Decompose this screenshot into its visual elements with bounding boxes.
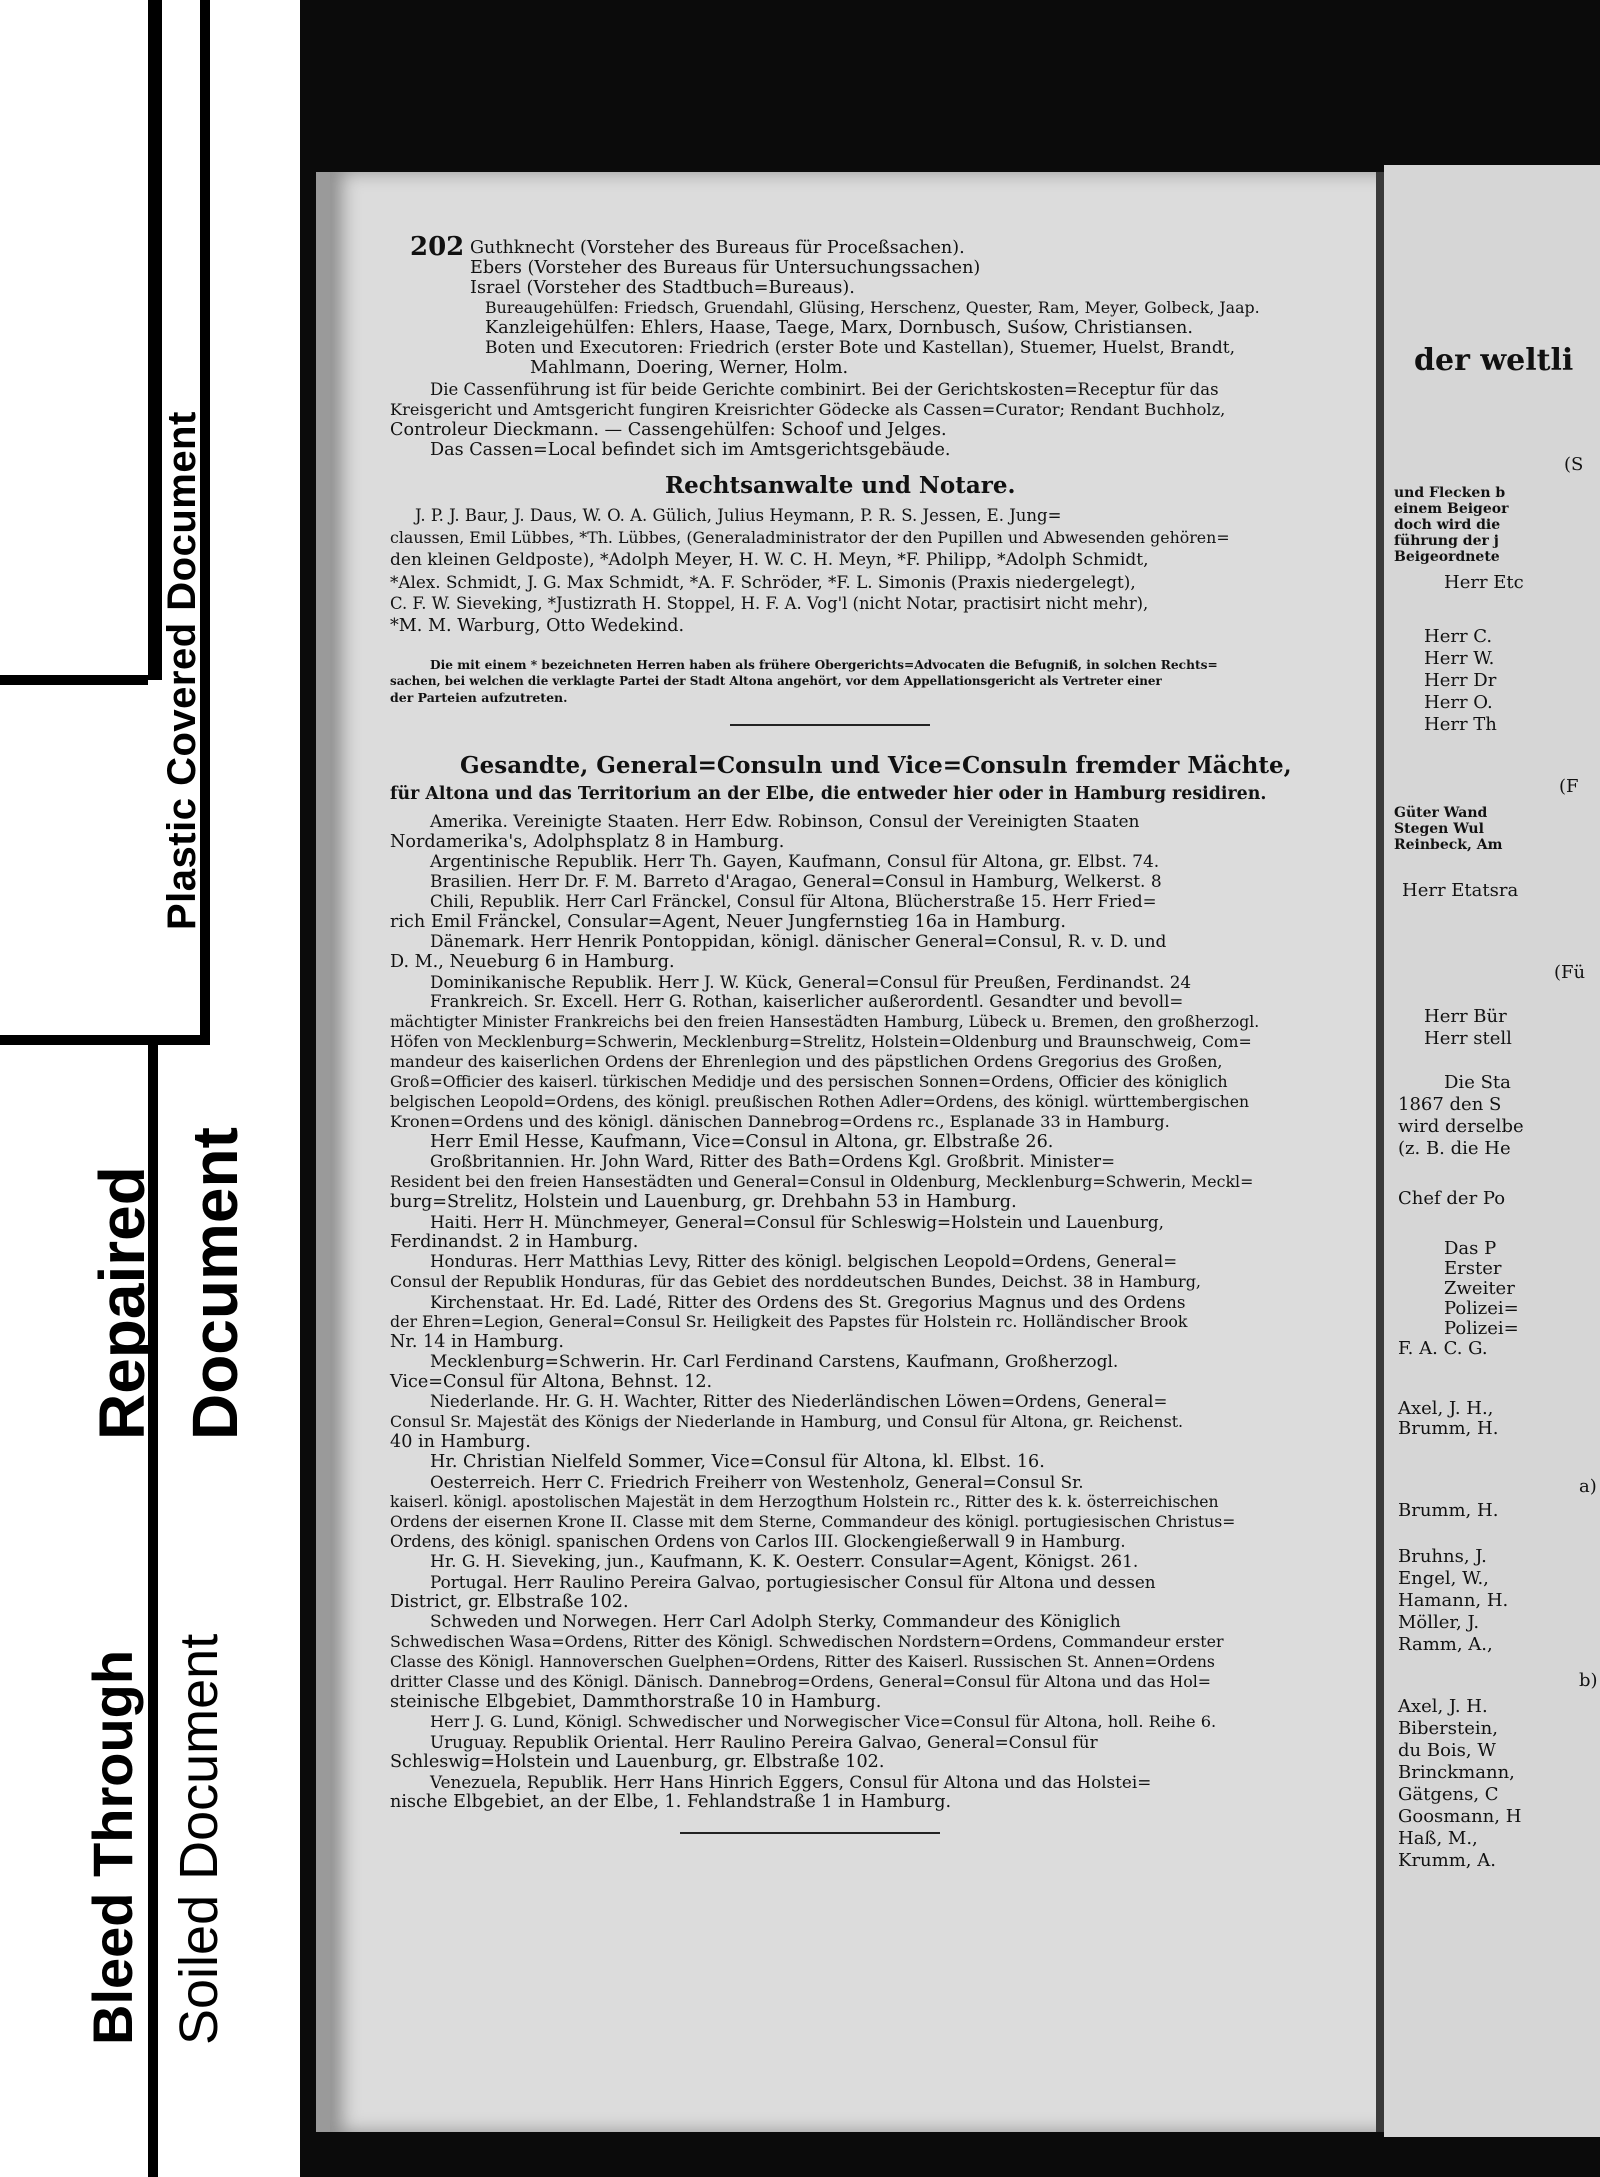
consul-line: Brasilien. Herr Dr. F. M. Barreto d'Aragao, General=Consul in Hamburg, Welkerst. 8	[430, 872, 1162, 892]
consul-line: Groß=Officier des kaiserl. türkischen Medidje und des persischen Sonnen=Ordens, Officier des königlich	[390, 1073, 1228, 1091]
facing-line: Möller, J.	[1398, 1612, 1480, 1633]
consul-line: Nr. 14 in Hamburg.	[390, 1332, 564, 1352]
text-line: Kanzleigehülfen: Ehlers, Haase, Taege, Marx, Dornbusch, Suśow, Christiansen.	[485, 318, 1193, 338]
facing-line: Engel, W.,	[1398, 1568, 1489, 1589]
document-page	[316, 172, 1390, 2132]
facing-line: 1867 den S	[1398, 1094, 1502, 1115]
facing-line: Herr stell	[1424, 1028, 1512, 1049]
facing-line: Chef der Po	[1398, 1188, 1506, 1209]
consul-line: Nordamerika's, Adolphsplatz 8 in Hamburg.	[390, 832, 785, 852]
consul-line: Resident bei den freien Hansestädten und General=Consul in Oldenburg, Mecklenburg=Schwerin, Meckl=	[390, 1172, 1254, 1191]
facing-page-heading: der weltli	[1414, 343, 1574, 378]
footnote-line: der Parteien aufzutreten.	[390, 690, 568, 705]
text-line: Die Cassenführung ist für beide Gerichte combinirt. Bei der Gerichtskosten=Receptur für das	[430, 380, 1219, 399]
consul-line: mandeur des kaiserlichen Ordens der Ehrenlegion und des päpstlichen Ordens Gregorius des Großen,	[390, 1052, 1223, 1071]
facing-line: (z. B. die He	[1398, 1138, 1511, 1159]
label-divider	[0, 675, 148, 685]
facing-line: Herr W.	[1424, 648, 1495, 669]
facing-line: Biberstein,	[1398, 1718, 1498, 1739]
text-line: Guthknecht (Vorsteher des Bureaus für Proceßsachen).	[470, 238, 965, 258]
consul-line: 40 in Hamburg.	[390, 1432, 531, 1452]
lawyer-line: claussen, Emil Lübbes, *Th. Lübbes, (Generaladministrator der den Pupillen und Abwesenden gehören=	[390, 528, 1230, 547]
facing-line: einem Beigeor	[1394, 501, 1509, 517]
consul-line: Großbritannien. Hr. John Ward, Ritter des Bath=Ordens Kgl. Großbrit. Minister=	[430, 1152, 1116, 1171]
footnote-line: sachen, bei welchen die verklagte Partei der Stadt Altona angehört, vor dem Appellationsgericht als Vertreter einer	[390, 674, 1162, 688]
facing-line: Beigeordnete	[1394, 549, 1500, 565]
facing-line: Krumm, A.	[1398, 1850, 1496, 1871]
consul-line: Kirchenstaat. Hr. Ed. Ladé, Ritter des Ordens des St. Gregorius Magnus und des Ordens	[430, 1292, 1186, 1312]
lawyer-line: J. P. J. Baur, J. Daus, W. O. A. Gülich, Julius Heymann, P. R. S. Jessen, E. Jung=	[415, 506, 1062, 525]
lawyer-line: *Alex. Schmidt, J. G. Max Schmidt, *A. F. Schröder, *F. L. Simonis (Praxis niedergelegt),	[390, 572, 1136, 592]
facing-line: Goosmann, H	[1398, 1806, 1522, 1827]
consul-line: Honduras. Herr Matthias Levy, Ritter des königl. belgischen Leopold=Ordens, General=	[430, 1252, 1178, 1271]
facing-line: Axel, J. H.,	[1398, 1398, 1494, 1419]
label-divider	[0, 1035, 210, 1045]
facing-line: Die Sta	[1444, 1072, 1511, 1093]
consul-line: Frankreich. Sr. Excell. Herr G. Rothan, kaiserlicher außerordentl. Gesandter und bevoll=	[430, 992, 1184, 1011]
consul-line: Haiti. Herr H. Münchmeyer, General=Consul für Schleswig=Holstein und Lauenburg,	[430, 1212, 1164, 1232]
text-line: Das Cassen=Local befindet sich im Amtsgerichtsgebäude.	[430, 440, 951, 460]
consul-line: Portugal. Herr Raulino Pereira Galvao, portugiesischer Consul für Altona und dessen	[430, 1572, 1156, 1592]
consul-line: belgischen Leopold=Ordens, des königl. preußischen Rothen Adler=Ordens, des königl. württembergischen	[390, 1093, 1250, 1111]
consul-line: der Ehren=Legion, General=Consul Sr. Heiligkeit des Papstes für Holstein rc. Holländischer Brook	[390, 1312, 1188, 1331]
divider-rule	[730, 724, 930, 726]
consul-line: Oesterreich. Herr C. Friedrich Freiherr von Westenholz, General=Consul Sr.	[430, 1472, 1084, 1492]
label-panel	[0, 0, 300, 2177]
facing-page	[1384, 165, 1600, 2137]
consul-line: nische Elbgebiet, an der Elbe, 1. Fehlandstraße 1 in Hamburg.	[390, 1792, 952, 1812]
consul-line: steinische Elbgebiet, Dammthorstraße 10 in Hamburg.	[390, 1692, 882, 1712]
consul-line: Consul der Republik Honduras, für das Gebiet des norddeutschen Bundes, Deichst. 38 in Hamburg,	[390, 1272, 1202, 1291]
consul-line: Schweden und Norwegen. Herr Carl Adolph Sterky, Commandeur des Königlich	[430, 1612, 1121, 1632]
plastic-covered-label: Plastic Covered Document	[160, 411, 204, 930]
facing-line: Haß, M.,	[1398, 1828, 1478, 1849]
facing-line: Brumm, H.	[1398, 1418, 1499, 1439]
facing-line: Herr C.	[1424, 626, 1493, 647]
facing-line: Polizei=	[1444, 1318, 1519, 1339]
footnote-line: Die mit einem * bezeichneten Herren haben als frühere Obergerichts=Advocaten die Befugniß, in solchen Rechts=	[430, 658, 1218, 672]
page-gutter	[1376, 172, 1384, 2132]
repaired-label-line2: Document	[179, 1127, 251, 1440]
facing-line: Zweiter	[1444, 1278, 1515, 1299]
consul-line: Ordens, des königl. spanischen Ordens von Carlos III. Glockengießerwall 9 in Hamburg.	[390, 1532, 1126, 1551]
consul-line: Schwedischen Wasa=Ordens, Ritter des Königl. Schwedischen Nordstern=Ordens, Commandeur erster	[390, 1632, 1224, 1651]
scan-area	[300, 0, 1600, 2177]
facing-line: Reinbeck, Am	[1394, 837, 1503, 853]
facing-line: doch wird die	[1394, 517, 1501, 533]
text-line: Israel (Vorsteher des Stadtbuch=Bureaus).	[470, 278, 855, 298]
text-line: Ebers (Vorsteher des Bureaus für Untersuchungssachen)	[470, 258, 981, 278]
facing-line: Herr Dr	[1424, 670, 1497, 691]
consul-line: District, gr. Elbstraße 102.	[390, 1592, 629, 1612]
lawyer-line: den kleinen Geldposte), *Adolph Meyer, H. W. C. H. Meyn, *F. Philipp, *Adolph Schmidt,	[390, 550, 1149, 570]
facing-line: Polizei=	[1444, 1298, 1519, 1319]
consul-line: Mecklenburg=Schwerin. Hr. Carl Ferdinand Carstens, Kaufmann, Großherzogl.	[430, 1352, 1119, 1372]
facing-line: du Bois, W	[1398, 1740, 1496, 1761]
facing-line: (S	[1564, 454, 1584, 475]
facing-line: Brumm, H.	[1398, 1500, 1499, 1521]
lawyer-line: C. F. W. Sieveking, *Justizrath H. Stoppel, H. F. A. Vog'l (nicht Notar, practisirt nicht mehr),	[390, 594, 1149, 613]
consul-line: Herr J. G. Lund, Königl. Schwedischer und Norwegischer Vice=Consul für Altona, holl. Reihe 6.	[430, 1712, 1217, 1731]
consul-line: Niederlande. Hr. G. H. Wachter, Ritter des Niederländischen Löwen=Ordens, General=	[430, 1392, 1168, 1411]
consul-line: kaiserl. königl. apostolischen Majestät in dem Herzogthum Holstein rc., Ritter des k. k. österreichischen	[390, 1493, 1219, 1511]
consul-line: Ferdinandst. 2 in Hamburg.	[390, 1232, 639, 1252]
facing-line: Güter Wand	[1394, 805, 1488, 821]
consul-line: Schleswig=Holstein und Lauenburg, gr. Elbstraße 102.	[390, 1752, 885, 1772]
consul-line: Chili, Republik. Herr Carl Fränckel, Consul für Altona, Blücherstraße 15. Herr Fried=	[430, 892, 1157, 911]
consul-line: dritter Classe und des Königl. Dänisch. Dannebrog=Ordens, General=Consul für Altona und das Hol=	[390, 1672, 1212, 1691]
facing-line: wird derselbe	[1398, 1116, 1524, 1137]
consul-line: Dominikanische Republik. Herr J. W. Kück, General=Consul für Preußen, Ferdinandst. 24	[430, 972, 1192, 992]
facing-line: Erster	[1444, 1258, 1502, 1279]
divider-rule	[680, 1832, 940, 1834]
lawyer-line: *M. M. Warburg, Otto Wedekind.	[390, 616, 685, 636]
consul-line: D. M., Neueburg 6 in Hamburg.	[390, 952, 675, 972]
consul-line: Consul Sr. Majestät des Königs der Niederlande in Hamburg, und Consul für Altona, gr. Reichenst.	[390, 1412, 1184, 1431]
facing-line: Gätgens, C	[1398, 1784, 1499, 1805]
facing-line: a)	[1579, 1476, 1597, 1497]
text-line: Bureaugehülfen: Friedsch, Gruendahl, Glüsing, Herschenz, Quester, Ram, Meyer, Golbeck, Jaap.	[485, 298, 1260, 317]
consul-line: Hr. Christian Nielfeld Sommer, Vice=Consul für Altona, kl. Elbst. 16.	[430, 1452, 1045, 1472]
consul-line: Hr. G. H. Sieveking, jun., Kaufmann, K. K. Oesterr. Consular=Agent, Königst. 261.	[430, 1552, 1139, 1572]
consul-line: Venezuela, Republik. Herr Hans Hinrich Eggers, Consul für Altona und das Holstei=	[430, 1772, 1152, 1792]
facing-line: Hamann, H.	[1398, 1590, 1509, 1611]
facing-line: Herr O.	[1424, 692, 1493, 713]
facing-line: Herr Etc	[1444, 572, 1524, 593]
consul-line: Kronen=Ordens und des königl. dänischen Dannebrog=Ordens rc., Esplanade 33 in Hamburg.	[390, 1112, 1170, 1131]
consul-line: mächtigter Minister Frankreichs bei den freien Hansestädten Hamburg, Lübeck u. Bremen, den großherzogl.	[390, 1013, 1260, 1031]
facing-line: Axel, J. H.	[1398, 1696, 1488, 1717]
text-line: Controleur Dieckmann. — Cassengehülfen: Schoof und Jelges.	[390, 420, 947, 440]
facing-line: und Flecken b	[1394, 485, 1506, 501]
section-heading-consuls: Gesandte, General=Consuln und Vice=Consuln fremder Mächte,	[460, 752, 1292, 779]
consul-line: burg=Strelitz, Holstein und Lauenburg, gr. Drehbahn 53 in Hamburg.	[390, 1192, 1017, 1212]
facing-line: Bruhns, J.	[1398, 1546, 1487, 1567]
text-line: Kreisgericht und Amtsgericht fungiren Kreisrichter Gödecke als Cassen=Curator; Rendant Buchholz,	[390, 400, 1226, 419]
facing-line: Herr Bür	[1424, 1006, 1507, 1027]
repaired-label-line1: Repaired	[86, 1166, 158, 1440]
consul-line: rich Emil Fränckel, Consular=Agent, Neuer Jungfernstieg 16a in Hamburg.	[390, 912, 1066, 932]
section-subheading-consuls: für Altona und das Territorium an der Elbe, die entweder hier oder in Hamburg residiren.	[390, 784, 1267, 804]
consul-line: Argentinische Republik. Herr Th. Gayen, Kaufmann, Consul für Altona, gr. Elbst. 74.	[430, 852, 1160, 872]
consul-line: Uruguay. Republik Oriental. Herr Raulino Pereira Galvao, General=Consul für	[430, 1732, 1098, 1752]
consul-line: Classe des Königl. Hannoverschen Guelphen=Ordens, Ritter des Kaiserl. Russischen St. Annen=Ordens	[390, 1653, 1215, 1671]
consul-line: Dänemark. Herr Henrik Pontoppidan, königl. dänischer General=Consul, R. v. D. und	[430, 932, 1167, 952]
facing-line: F. A. C. G.	[1398, 1338, 1488, 1359]
facing-line: Stegen Wul	[1394, 821, 1484, 837]
bleed-through-label: Bleed Through	[81, 1649, 144, 2045]
consul-line: Amerika. Vereinigte Staaten. Herr Edw. Robinson, Consul der Vereinigten Staaten	[430, 812, 1140, 832]
facing-line: Herr Etatsra	[1402, 880, 1519, 901]
facing-line: (Fü	[1554, 962, 1586, 983]
page-number: 202	[410, 232, 465, 262]
facing-line: führung der j	[1394, 533, 1499, 549]
consul-line: Vice=Consul für Altona, Behnst. 12.	[390, 1372, 713, 1392]
facing-line: Herr Th	[1424, 714, 1497, 735]
facing-line: (F	[1559, 776, 1579, 797]
facing-line: Ramm, A.,	[1398, 1634, 1493, 1655]
text-line: Mahlmann, Doering, Werner, Holm.	[530, 358, 849, 378]
facing-line: Das P	[1444, 1238, 1497, 1259]
consul-line: Höfen von Mecklenburg=Schwerin, Mecklenburg=Strelitz, Holstein=Oldenburg und Braunschweig, Com=	[390, 1032, 1252, 1051]
section-heading-lawyers: Rechtsanwalte und Notare.	[665, 472, 1016, 499]
facing-line: Brinckmann,	[1398, 1762, 1515, 1783]
facing-line: b)	[1579, 1670, 1598, 1691]
consul-line: Herr Emil Hesse, Kaufmann, Vice=Consul in Altona, gr. Elbstraße 26.	[430, 1132, 1054, 1152]
soiled-document-label: Soiled Document	[169, 1633, 229, 2045]
text-line: Boten und Executoren: Friedrich (erster Bote und Kastellan), Stuemer, Huelst, Brandt,	[485, 338, 1235, 358]
consul-line: Ordens der eisernen Krone II. Classe mit dem Sterne, Commandeur des königl. portugiesischen Christus=	[390, 1513, 1236, 1531]
